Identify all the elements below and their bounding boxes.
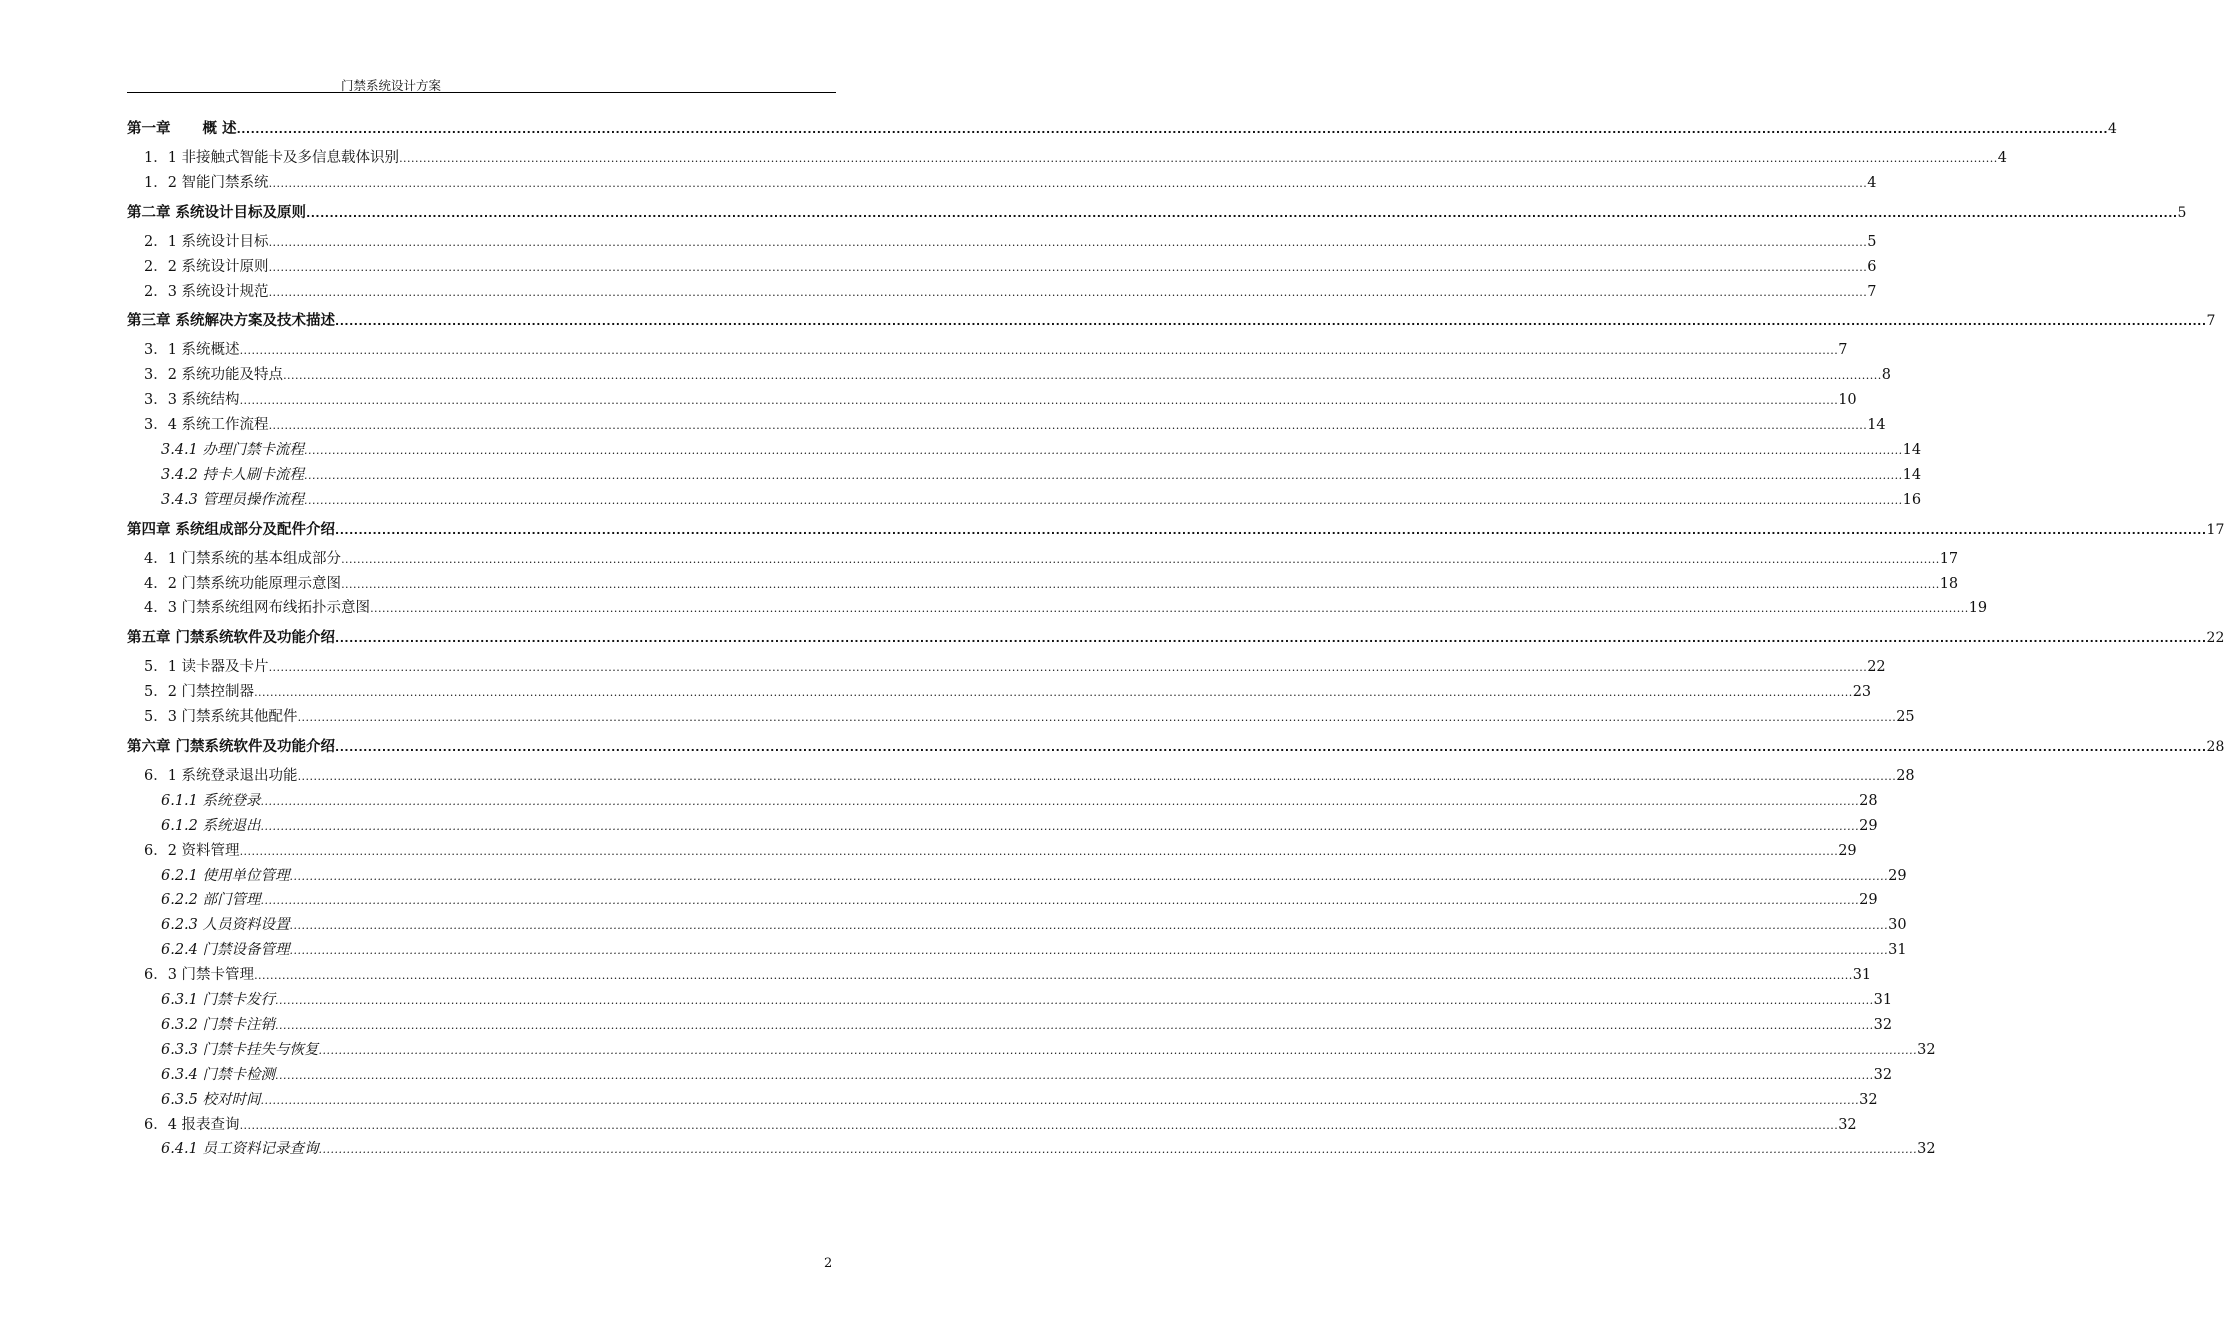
toc-entry-label: 第六章 门禁系统软件及功能介绍 [127, 739, 336, 756]
toc-section-entry[interactable] [127, 338, 1848, 363]
toc-dot-leader: ................................................................................................................................................................................................................................................................................................................................................................................................................ [304, 468, 1903, 482]
toc-entry-label: 6.4.1 员工资料记录查询 [161, 1141, 319, 1158]
toc-section-entry[interactable] [127, 839, 1857, 864]
toc-entry-label: 6.2.1 使用单位管理 [161, 867, 290, 884]
toc-section-entry[interactable] [127, 146, 2007, 171]
toc-dot-leader: ................................................................................................................................................................................................................................................................................................................................................................................................................ [289, 869, 1889, 883]
toc-section-entry[interactable] [127, 171, 1877, 196]
toc-dot-leader: ................................................................................................................................................................................................................................................................................................................................................................................................................ [236, 123, 2109, 136]
toc-dot-leader: ................................................................................................................................................................................................................................................................................................................................................................................................................ [318, 1043, 1918, 1057]
toc-dot-leader: ................................................................................................................................................................................................................................................................................................................................................................................................................ [297, 711, 1897, 725]
toc-subsection-entry[interactable] [127, 1088, 1878, 1113]
toc-page-number: 10 [1838, 392, 1857, 409]
toc-page-number: 31 [1852, 967, 1872, 984]
toc-page-number: 29 [1888, 867, 1907, 884]
toc-subsection-entry[interactable] [127, 463, 1922, 488]
header-title: 门禁系统设计方案 [341, 78, 442, 93]
toc-dot-leader: ................................................................................................................................................................................................................................................................................................................................................................................................................ [260, 1093, 1860, 1107]
toc-entry-label: 2．3 系统设计规范 [144, 283, 269, 300]
toc-dot-leader: ................................................................................................................................................................................................................................................................................................................................................................................................................ [260, 894, 1860, 908]
toc-page-number: 4 [1997, 150, 2007, 166]
toc-page-number: 14 [1902, 466, 1922, 483]
toc-subsection-entry[interactable] [127, 864, 1907, 889]
toc-page-number: 28 [2206, 739, 2224, 756]
toc-page-number: 30 [1888, 917, 1907, 934]
toc-dot-leader: ................................................................................................................................................................................................................................................................................................................................................................................................................ [399, 152, 1998, 165]
toc-page-number: 22 [1867, 659, 1886, 676]
toc-dot-leader: ................................................................................................................................................................................................................................................................................................................................................................................................................ [283, 369, 1882, 383]
toc-section-entry[interactable] [127, 596, 1988, 621]
toc-chapter-entry[interactable] [127, 519, 2224, 541]
toc-entry-label: 6.3.4 门禁卡检测 [161, 1066, 276, 1083]
toc-page-number: 16 [1902, 491, 1922, 508]
toc-chapter-title: 概 述 [202, 121, 237, 137]
toc-dot-leader: ................................................................................................................................................................................................................................................................................................................................................................................................................ [260, 819, 1860, 833]
toc-subsection-entry[interactable] [127, 789, 1878, 814]
toc-section-entry[interactable] [127, 280, 1877, 305]
toc-entry-label: 3．2 系统功能及特点 [144, 367, 284, 384]
toc-dot-leader: ................................................................................................................................................................................................................................................................................................................................................................................................................ [268, 235, 1868, 249]
toc-page-number: 18 [1939, 575, 1959, 592]
toc-dot-leader: ................................................................................................................................................................................................................................................................................................................................................................................................................ [239, 394, 1839, 408]
toc-dot-leader: ................................................................................................................................................................................................................................................................................................................................................................................................................ [268, 661, 1868, 675]
toc-dot-leader: ................................................................................................................................................................................................................................................................................................................................................................................................................ [268, 260, 1868, 274]
toc-page-number: 17 [2206, 521, 2224, 538]
toc-page-number: 5 [2177, 204, 2187, 221]
toc-dot-leader: ................................................................................................................................................................................................................................................................................................................................................................................................................ [239, 344, 1839, 358]
toc-section-entry[interactable] [127, 255, 1877, 280]
toc-chapter-entry[interactable] [127, 627, 2224, 649]
toc-entry-label: 6.1.2 系统退出 [161, 817, 261, 834]
toc-section-entry[interactable] [127, 963, 1872, 988]
toc-page-number: 32 [1917, 1041, 1936, 1058]
toc-dot-leader: ................................................................................................................................................................................................................................................................................................................................................................................................................ [268, 176, 1868, 190]
toc-page-number: 22 [2206, 630, 2224, 647]
toc-dot-leader: ................................................................................................................................................................................................................................................................................................................................................................................................................ [304, 493, 1903, 507]
toc-page-number: 32 [1859, 1091, 1878, 1108]
toc-entry-label: 3．1 系统概述 [144, 342, 240, 359]
toc-dot-leader: ................................................................................................................................................................................................................................................................................................................................................................................................................ [275, 994, 1874, 1008]
toc-page-number: 4 [2108, 121, 2117, 137]
toc-entry-label: 6.1.1 系统登录 [161, 792, 261, 809]
toc-dot-leader: ................................................................................................................................................................................................................................................................................................................................................................................................................ [306, 206, 2178, 220]
toc-dot-leader: ................................................................................................................................................................................................................................................................................................................................................................................................................ [275, 1068, 1874, 1082]
toc-entry-label: 3.4.1 办理门禁卡流程 [161, 442, 305, 459]
toc-entry-label: 6．4 报表查询 [144, 1116, 240, 1133]
toc-entry-label: 2．1 系统设计目标 [144, 233, 269, 250]
toc-dot-leader: ................................................................................................................................................................................................................................................................................................................................................................................................................ [335, 315, 2207, 329]
toc-dot-leader: ................................................................................................................................................................................................................................................................................................................................................................................................................ [370, 602, 1969, 616]
toc-entry-label: 6.2.3 人员资料设置 [161, 917, 290, 934]
toc-entry-label: 4．3 门禁系统组网布线拓扑示意图 [144, 600, 371, 617]
toc-dot-leader: ................................................................................................................................................................................................................................................................................................................................................................................................................ [268, 419, 1868, 433]
toc-page-number: 17 [1939, 550, 1959, 567]
toc-section-entry[interactable] [127, 705, 1915, 730]
toc-entry-label: 6.3.3 门禁卡挂失与恢复 [161, 1041, 319, 1058]
toc-chapter-entry[interactable] [127, 736, 2224, 758]
toc-entry-label: 6．2 资料管理 [144, 842, 240, 859]
toc-entry-label: 第五章 门禁系统软件及功能介绍 [127, 630, 336, 647]
toc-subsection-entry[interactable] [127, 913, 1907, 938]
toc-page-number: 14 [1902, 442, 1922, 459]
toc-subsection-entry[interactable] [127, 488, 1922, 513]
toc-page-number: 7 [1838, 342, 1848, 359]
toc-subsection-entry[interactable] [127, 438, 1922, 463]
toc-page-number: 19 [1968, 600, 1988, 617]
toc-entry-label: 1．2 智能门禁系统 [144, 174, 269, 191]
toc-section-entry[interactable] [127, 764, 1915, 789]
toc-chapter-entry[interactable] [127, 202, 2187, 224]
toc-page-number: 29 [1838, 842, 1857, 859]
toc-entry-label: 3.4.3 管理员操作流程 [161, 491, 305, 508]
toc-page-number: 31 [1888, 942, 1907, 959]
toc-entry-label: 5．3 门禁系统其他配件 [144, 709, 298, 726]
toc-page-number: 5 [1867, 233, 1877, 250]
toc-dot-leader: ................................................................................................................................................................................................................................................................................................................................................................................................................ [260, 794, 1860, 808]
toc-entry-label: 4．1 门禁系统的基本组成部分 [144, 550, 342, 567]
toc-entry-label: 第二章 系统设计目标及原则 [127, 204, 307, 221]
toc-section-entry[interactable] [127, 547, 1959, 572]
toc-section-entry[interactable] [127, 572, 1959, 597]
toc-page-number: 32 [1917, 1141, 1936, 1158]
toc-subsection-entry[interactable] [127, 1137, 1936, 1162]
toc-dot-leader: ................................................................................................................................................................................................................................................................................................................................................................................................................ [254, 686, 1853, 700]
toc-page-number: 28 [1859, 792, 1878, 809]
toc-section-entry[interactable] [127, 680, 1872, 705]
toc-page-number: 14 [1867, 417, 1886, 434]
toc-dot-leader: ................................................................................................................................................................................................................................................................................................................................................................................................................ [297, 770, 1897, 784]
table-of-contents [127, 118, 2224, 1162]
toc-entry-label: 6．1 系统登录退出功能 [144, 768, 298, 785]
toc-dot-leader: ................................................................................................................................................................................................................................................................................................................................................................................................................ [304, 444, 1903, 458]
toc-subsection-entry[interactable] [127, 1013, 1893, 1038]
toc-dot-leader: ................................................................................................................................................................................................................................................................................................................................................................................................................ [318, 1143, 1918, 1157]
toc-entry-label: 1．1 非接触式智能卡及多信息载体识别 [144, 150, 400, 166]
toc-subsection-entry[interactable] [127, 938, 1907, 963]
toc-page-number: 25 [1896, 709, 1915, 726]
toc-dot-leader: ................................................................................................................................................................................................................................................................................................................................................................................................................ [239, 1118, 1839, 1132]
toc-entry-label: 6.3.1 门禁卡发行 [161, 992, 276, 1009]
toc-subsection-entry[interactable] [127, 814, 1878, 839]
toc-dot-leader: ................................................................................................................................................................................................................................................................................................................................................................................................................ [239, 844, 1839, 858]
toc-subsection-entry[interactable] [127, 988, 1893, 1013]
toc-chapter-entry[interactable] [127, 310, 2216, 332]
toc-section-entry[interactable] [127, 413, 1886, 438]
toc-entry-label: 3．3 系统结构 [144, 392, 240, 409]
toc-subsection-entry[interactable] [127, 1038, 1936, 1063]
toc-entry-label: 3.4.2 持卡人刷卡流程 [161, 466, 305, 483]
toc-page-number: 28 [1896, 768, 1915, 785]
toc-page-number: 29 [1859, 892, 1878, 909]
toc-entry-label: 第四章 系统组成部分及配件介绍 [127, 521, 336, 538]
toc-dot-leader: ................................................................................................................................................................................................................................................................................................................................................................................................................ [289, 944, 1889, 958]
toc-page-number: 32 [1873, 1066, 1893, 1083]
toc-section-entry[interactable] [127, 388, 1857, 413]
toc-entry-label: 6.3.5 校对时间 [161, 1091, 261, 1108]
toc-entry-label: 5．2 门禁控制器 [144, 684, 255, 701]
toc-section-entry[interactable] [127, 363, 1891, 388]
toc-page-number: 4 [1867, 174, 1877, 191]
toc-page-number: 32 [1873, 1016, 1893, 1033]
toc-dot-leader: ................................................................................................................................................................................................................................................................................................................................................................................................................ [254, 969, 1853, 983]
toc-section-entry[interactable] [127, 1113, 1857, 1138]
page-header [127, 76, 836, 93]
toc-dot-leader: ................................................................................................................................................................................................................................................................................................................................................................................................................ [268, 285, 1868, 299]
toc-section-entry[interactable] [127, 655, 1886, 680]
toc-dot-leader: ................................................................................................................................................................................................................................................................................................................................................................................................................ [341, 552, 1940, 566]
toc-entry-label: 4．2 门禁系统功能原理示意图 [144, 575, 342, 592]
toc-subsection-entry[interactable] [127, 1063, 1893, 1088]
toc-page-number: 29 [1859, 817, 1878, 834]
toc-entry-label: 6．3 门禁卡管理 [144, 967, 255, 984]
toc-dot-leader: ................................................................................................................................................................................................................................................................................................................................................................................................................ [341, 577, 1940, 591]
page-number: 2 [824, 1256, 833, 1271]
toc-entry-label: 2．2 系统设计原则 [144, 258, 269, 275]
toc-dot-leader: ................................................................................................................................................................................................................................................................................................................................................................................................................ [335, 523, 2207, 537]
toc-chapter-number: 第一章 [127, 121, 171, 137]
toc-entry-label [127, 118, 237, 140]
toc-dot-leader: ................................................................................................................................................................................................................................................................................................................................................................................................................ [335, 632, 2207, 646]
toc-page-number: 7 [1867, 283, 1877, 300]
toc-entry-label: 6.2.4 门禁设备管理 [161, 942, 290, 959]
toc-page-number: 23 [1852, 684, 1872, 701]
toc-entry-label: 第三章 系统解决方案及技术描述 [127, 313, 336, 330]
toc-page-number: 32 [1838, 1116, 1857, 1133]
toc-dot-leader: ................................................................................................................................................................................................................................................................................................................................................................................................................ [335, 741, 2207, 755]
toc-chapter-entry[interactable] [127, 118, 2117, 140]
toc-entry-label: 6.3.2 门禁卡注销 [161, 1016, 276, 1033]
toc-subsection-entry[interactable] [127, 888, 1878, 913]
toc-page-number: 7 [2206, 313, 2216, 330]
toc-entry-label: 3．4 系统工作流程 [144, 417, 269, 434]
toc-page-number: 31 [1873, 992, 1893, 1009]
toc-section-entry[interactable] [127, 230, 1877, 255]
toc-entry-label: 6.2.2 部门管理 [161, 892, 261, 909]
toc-dot-leader: ................................................................................................................................................................................................................................................................................................................................................................................................................ [289, 919, 1889, 933]
toc-page-number: 6 [1867, 258, 1877, 275]
toc-page-number: 8 [1881, 367, 1891, 384]
toc-dot-leader: ................................................................................................................................................................................................................................................................................................................................................................................................................ [275, 1018, 1874, 1032]
toc-entry-label: 5．1 读卡器及卡片 [144, 659, 269, 676]
